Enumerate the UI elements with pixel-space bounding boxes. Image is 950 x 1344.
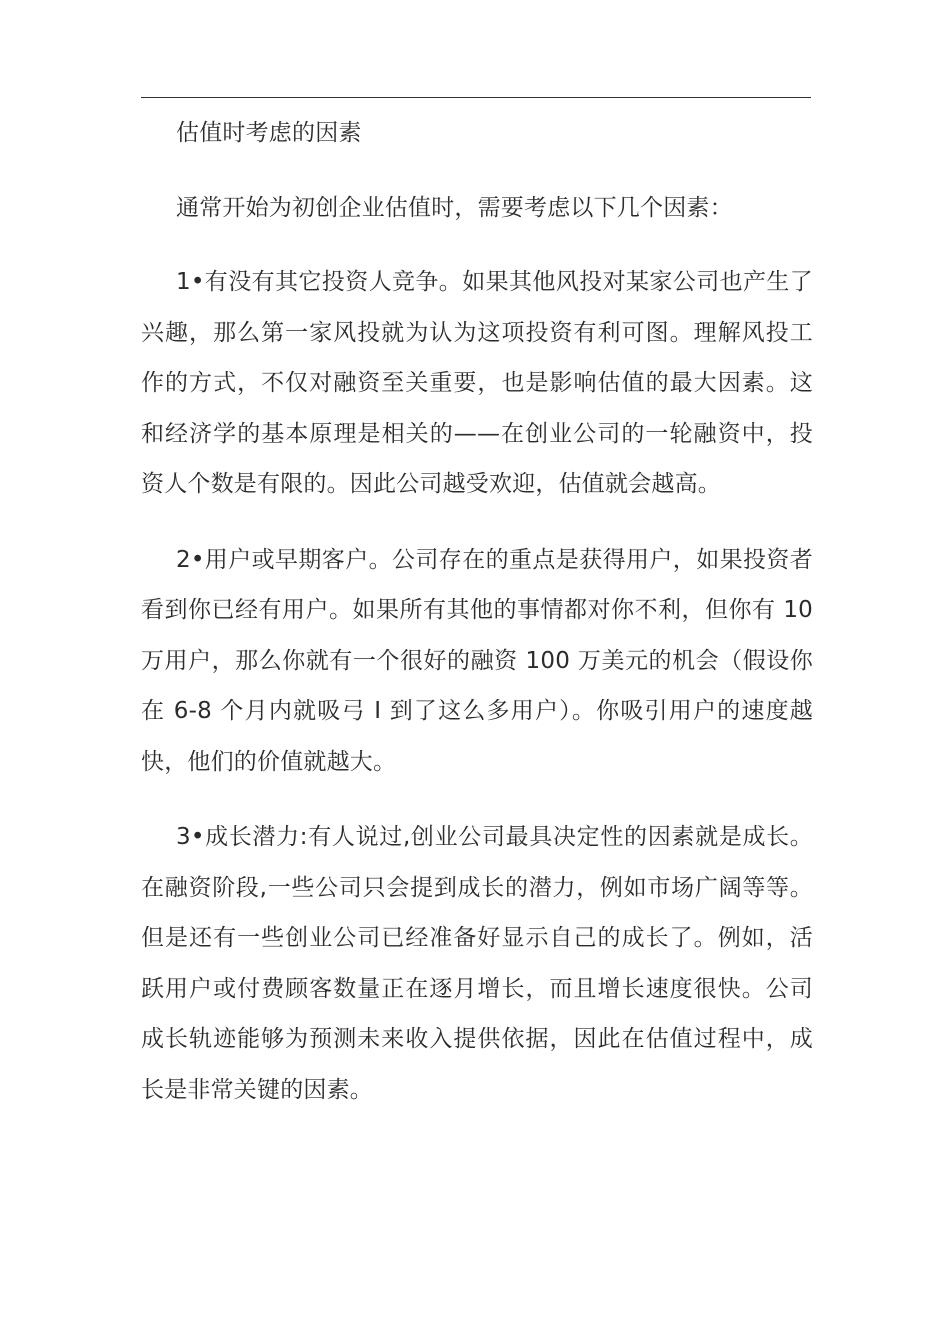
point-paragraph-2: 2•用户或早期客户。公司存在的重点是获得用户，如果投资者看到你已经有用户。如果所有其他的事情都对你不利，但你有 10 万用户，那么你就有一个很好的融资 100 万美元的机会（假设你在 6-8 个月内就吸弓 I 到了这么多用户）。你吸引用户的速度越快，他们的价值就越大。 — [141, 546, 813, 775]
point-paragraph-1: 1•有没有其它投资人竞争。如果其他风投对某家公司也产生了兴趣，那么第一家风投就为认为这项投资有利可图。理解风投工作的方式，不仅对融资至关重要，也是影响估值的最大因素。这和经济学的基本原理是相关的——在创业公司的一轮融资中，投资人个数是有限的。因此公司越受欢迎，估值就会越高。 — [141, 269, 813, 497]
point-paragraph-3: 3•成长潜力:有人说过,创业公司最具决定性的因素就是成长。在融资阶段,一些公司只会提到成长的潜力，例如市场广阔等等。但是还有一些创业公司已经准备好显示自己的成长了。例如，活跃用户或付费顾客数量正在逐月增长，而且增长速度很快。公司成长轨迹能够为预测未来收入提供依据，因此在估值过程中，成长是非常关键的因素。 — [141, 824, 813, 1103]
intro-paragraph: 通常开始为初创企业估值时，需要考虑以下几个因素： — [176, 194, 733, 221]
document-body — [141, 108, 813, 1140]
header-rule — [141, 97, 811, 98]
section-heading: 估值时考虑的因素 — [176, 120, 362, 146]
